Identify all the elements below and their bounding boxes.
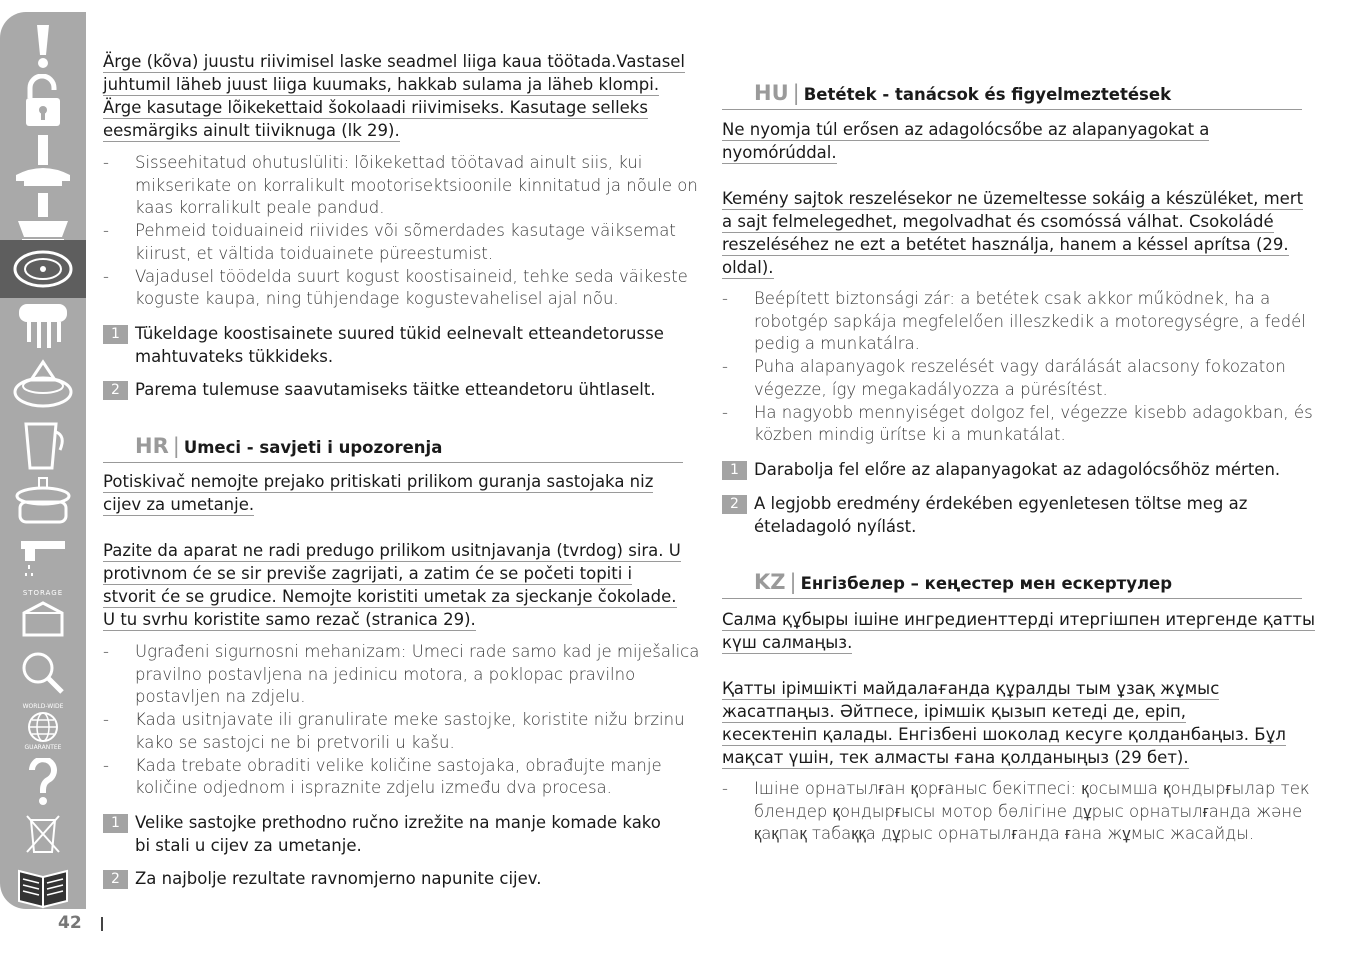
- language-code: HU: [754, 81, 789, 105]
- step-number: 2: [722, 495, 747, 514]
- hu-paragraph-2: Kemény sajtok reszelésekor ne üzemeltesse sokáig a készüléket, mert a sajt felmelegedhet, megolvadhat és csomóssá válhat. Csokoládé reszeléséhez ne ezt a betétet használja, hanem a késsel aprítsa (29. oldal).: [722, 189, 1304, 277]
- page-number: 42: [58, 913, 82, 933]
- step-number: 1: [103, 325, 128, 344]
- hu-bullet-list: [722, 288, 1313, 447]
- left-intro-paragraph: Ärge (kõva) juustu riivimisel laske seadmel liiga kaua töötada.Vastasel juhtumil läheb juust liiga kuumaks, hakkab sulama ja läheb klompi. Ärge kasutage lõikekettaid šokolaadi riivimiseks. Kasutage selleks eesmärgiks ainult tiiviknuga (lk 29).: [103, 52, 686, 140]
- list-item: - Ішіне орнатылған қорғаныс бекітпесі: қосымша қондырғылар тек блендер қондырғысы мотор бөлігіне дұрыс орнатылғанда және қақпақ табаққа дұрыс орнатылғанда ғана жұмыс жасайды.: [722, 779, 1310, 844]
- juicer-icon[interactable]: [0, 356, 86, 414]
- left-step-2: 2 Parema tulemuse saavutamiseks täitke etteandetoru ühtlaselt.: [103, 379, 656, 402]
- hr-step-2: 2 Za najbolje rezultate ravnomjerno napunite cijev.: [103, 868, 542, 891]
- hu-paragraph-1: Ne nyomja túl erősen az adagolócsőbe az alapanyagokat a nyomórúddal.: [722, 120, 1210, 162]
- list-item: - Pehmeid toiduaineid riivides või sõmerdades kasutage väiksemat kiirust, et vältida toiduainete püreestumist.: [103, 221, 676, 263]
- section-heading-hr: HR | Umeci - savjeti i upozorenja: [103, 434, 683, 463]
- language-code: KZ: [754, 570, 786, 594]
- left-bullet-list: [103, 152, 698, 311]
- hr-paragraph-2: Pazite da aparat ne radi predugo prilikom usitnjavanja (tvrdog) sira. U protivnom će se sir previše zagrijati, a zatim će se početi topiti i stvorit će se grudice. Nemojte koristiti umetak za sjeckanje čokolade. U tu svrhu koristite samo rezač (stranica 29).: [103, 541, 681, 629]
- unlock-icon[interactable]: [0, 72, 86, 132]
- list-item: - Puha alapanyagok reszelését vagy darálását alacsony fokozaton végezze, így megakadályozza a pürésítést.: [722, 357, 1286, 399]
- storage-icon[interactable]: [0, 584, 86, 646]
- mixer-icon[interactable]: [0, 298, 86, 354]
- hr-step-1: 1 Velike sastojke prethodno ručno izrežite na manje komade kako bi stali u cijev za umetanje.: [103, 812, 661, 857]
- jug-icon[interactable]: [0, 416, 86, 474]
- hu-step-1: 1 Darabolja fel előre az alapanyagokat az adagolócsőhöz mérten.: [722, 459, 1280, 482]
- step-number: 1: [722, 461, 747, 480]
- blade-icon[interactable]: [0, 132, 86, 190]
- tap-icon[interactable]: [0, 530, 86, 584]
- section-title: Umeci - savjeti i upozorenja: [183, 438, 443, 457]
- step-number: 2: [103, 381, 128, 400]
- world-wide-guarantee-icon[interactable]: [0, 698, 86, 756]
- disc-icon[interactable]: [0, 240, 86, 298]
- hr-bullet-list: [103, 641, 699, 800]
- kz-paragraph-1: Салма құбыры ішіне ингредиенттерді итергішпен итергенде қатты күш салмаңыз.: [722, 610, 1316, 652]
- question-icon[interactable]: [0, 756, 86, 808]
- list-item: - Kada usitnjavate ili granulirate meke sastojke, koristite nižu brzinu kako se sastojci ne bi pretvorili u kašu.: [103, 710, 685, 752]
- hu-step-2: 2 A legjobb eredmény érdekében egyenletesen töltse meg az ételadagoló nyílást.: [722, 493, 1247, 538]
- left-step-1: 1 Tükeldage koostisainete suured tükid eelnevalt etteandetorusse mahtuvateks tükkideks.: [103, 323, 664, 368]
- manual-icon[interactable]: [0, 860, 86, 914]
- page-divider: [101, 917, 103, 931]
- list-item: - Beépített biztonsági zár: a betétek csak akkor működnek, ha a robotgép sapkája megfelelően illeszkedik a motoregységre, a fedél pedig a munkatálra.: [722, 289, 1306, 354]
- guarantee-label: GUARANTEE: [24, 744, 62, 751]
- food-processor-icon[interactable]: [0, 474, 86, 530]
- section-heading-hu: HU | Betétek - tanácsok és figyelmeztetések: [722, 81, 1302, 110]
- kz-paragraph-2: Қатты ірімшікті майдалағанда құралды тым ұзақ жұмыс жасатпаңыз. Әйтпесе, ірімшік қызып кетеді де, еріп, кесектеніп қалады. Енгізбені шоколад кесуге қолданбаңыз. Бұл мақсат үшін, тек алмасты ғана қолданыңыз (29 бет).: [722, 679, 1286, 767]
- world-label: WORLD-WIDE: [22, 703, 64, 710]
- kz-bullet-list: [722, 778, 1310, 846]
- recycle-bin-icon[interactable]: [0, 808, 86, 860]
- step-number: 2: [103, 870, 128, 889]
- section-heading-kz: KZ | Енгізбелер – кеңестер мен ескертулер: [722, 570, 1302, 599]
- list-item: - Sisseehitatud ohutuslüliti: lõikekettad töötavad ainult siis, kui mikserikate on korralikult mootorisektsioonile kinnitatud ja nõule on kaas korralikult peale pandud.: [103, 153, 698, 218]
- step-number: 1: [103, 814, 128, 833]
- language-code: HR: [135, 434, 169, 458]
- search-icon[interactable]: [0, 646, 86, 698]
- section-title: Betétek - tanácsok és figyelmeztetések: [803, 85, 1172, 104]
- hr-paragraph-1: Potiskivač nemojte prejako pritiskati prilikom guranja sastojaka niz cijev za umetanje.: [103, 472, 654, 514]
- sidebar: [0, 12, 86, 909]
- list-item: - Ha nagyobb mennyiséget dolgoz fel, végezze kisebb adagokban, és közben mindig ürítse ki a munkatálat.: [722, 402, 1313, 445]
- list-item: - Ugrađeni sigurnosni mehanizam: Umeci rade samo kad je miješalica pravilno postavljena na jedinicu motora, a poklopac pravilno postavljen na zdjelu.: [103, 642, 700, 707]
- list-item: - Vajadusel töödelda suurt kogust koostisaineid, tehke seda väikeste koguste kaupa, ning tühjendage kogustevahelisel ajal nõu.: [103, 266, 688, 309]
- warning-icon[interactable]: [0, 20, 86, 72]
- list-item: - Kada trebate obraditi velike količine sastojaka, obrađujte manje količine odjednom i ispraznite zdjelu između dva procesa.: [103, 755, 662, 798]
- section-title: Енгізбелер – кеңестер мен ескертулер: [800, 574, 1173, 593]
- storage-label: STORAGE: [22, 589, 64, 597]
